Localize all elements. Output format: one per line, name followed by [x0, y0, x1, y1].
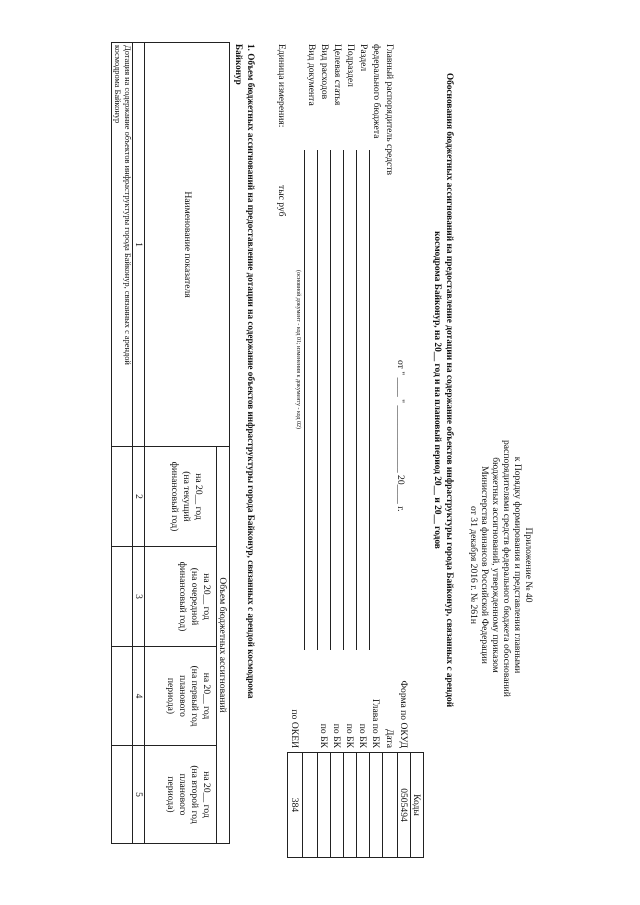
- rotated-form-page: [110, 30, 540, 880]
- okud-value: 0505494: [398, 788, 409, 822]
- okei-value: 384: [289, 797, 300, 813]
- okei-label: по ОКЕИ: [289, 709, 300, 748]
- vid-rashodov-bk-cell[interactable]: [317, 752, 331, 858]
- doc-type-cell[interactable]: [302, 752, 318, 858]
- table-row-label-cell: [111, 42, 133, 447]
- podrazdel-bk-cell[interactable]: [343, 752, 357, 858]
- num-cell: [132, 745, 145, 844]
- celevaya-bk-cell[interactable]: [330, 752, 344, 858]
- column-number: 4: [133, 693, 144, 699]
- col-label: на 20__ год: [201, 771, 212, 818]
- col-current-year: [144, 446, 217, 547]
- unit-value: тыс руб: [276, 185, 287, 217]
- date-line: от " ____ " ______________ 20____ г.: [395, 360, 406, 512]
- field-label-target-item: Целевая статья: [332, 44, 343, 106]
- field-label-subsection: Подраздел: [345, 44, 356, 87]
- field-line-subsection[interactable]: [343, 150, 344, 650]
- field-label-main-manager: Главный распорядитель средств: [384, 44, 395, 176]
- glava-bk-label: Глава по БК: [370, 698, 381, 748]
- col-label: (на текущий: [181, 471, 192, 522]
- okud-cell: [397, 752, 411, 858]
- col-next-year: [144, 546, 217, 647]
- col-plan-year2: [144, 745, 217, 844]
- date-label: Дата: [384, 728, 395, 748]
- bk-label: по БК: [331, 723, 342, 748]
- table-cell-value[interactable]: [111, 446, 133, 547]
- table-cell-value[interactable]: [111, 646, 133, 746]
- num-cell: [132, 446, 145, 547]
- appendix-line: бюджетных ассигнований, утвержденному приказом: [490, 457, 501, 673]
- col-label: на 20__ год: [201, 672, 212, 720]
- field-label-section: Раздел: [358, 44, 369, 72]
- appendix-line: Министерства финансов Российской Федерации: [479, 466, 490, 664]
- col-label: (на второй год: [189, 765, 200, 824]
- column-number: 2: [133, 494, 144, 499]
- doc-type-note: (основной документ - код 01; изменения к документу - код 02): [295, 270, 301, 429]
- col-label: на 20__ год: [193, 473, 204, 520]
- column-number: 1: [133, 242, 144, 247]
- name-header-cell: [144, 42, 230, 447]
- col-label: финансовый год): [169, 461, 180, 532]
- col-label: планового: [177, 675, 188, 717]
- col-label: (на первый год: [189, 665, 200, 727]
- col-label: на 20__ год: [201, 573, 212, 620]
- okei-cell: [287, 752, 303, 858]
- column-number: 3: [133, 594, 144, 599]
- bk-label: по БК: [357, 723, 368, 748]
- razdel-bk-cell[interactable]: [356, 752, 370, 858]
- field-line-section[interactable]: [356, 150, 357, 650]
- table-cell-value[interactable]: [111, 546, 133, 647]
- section1-title-line2: Байконур: [234, 44, 244, 85]
- field-line-doc-type[interactable]: [304, 150, 305, 650]
- col-label: периода): [165, 776, 176, 813]
- appendix-line: от 31 декабря 2016 г. № 261н: [468, 506, 479, 624]
- col-label: (на очередной: [189, 567, 200, 626]
- date-cell[interactable]: [382, 752, 398, 858]
- field-line-target-item[interactable]: [330, 150, 331, 650]
- appendix-line: к Порядку формирования и представления главными: [512, 456, 523, 674]
- codes-header-cell: [410, 752, 424, 858]
- column-number: 5: [133, 792, 144, 797]
- col-plan-year1: [144, 646, 217, 746]
- volume-header: Объем бюджетных ассигнований: [217, 577, 228, 713]
- document-title-line2: космодрома Байконур, на 20__ год и на плановый период 20__ и 20__ годов: [432, 231, 442, 549]
- glava-bk-cell[interactable]: [369, 752, 383, 858]
- col-label: финансовый год): [177, 561, 188, 632]
- col-label: планового: [177, 773, 188, 816]
- field-label-expense-type: Вид расходов: [319, 44, 330, 100]
- name-header: Наименование показателя: [182, 191, 193, 298]
- field-line-manager[interactable]: [369, 150, 370, 650]
- field-label-doc-type: Вид документа: [306, 44, 317, 106]
- field-label-federal-budget: федерального бюджета: [371, 44, 382, 139]
- okud-label: Форма по ОКУД: [398, 680, 409, 748]
- bk-label: по БК: [344, 723, 355, 748]
- volume-header-cell: [216, 446, 230, 844]
- appendix-number: Приложение № 40: [523, 527, 534, 603]
- table-cell-value[interactable]: [111, 745, 133, 844]
- section1-title-line1: 1. Объем бюджетных ассигнований на предоставление дотации на содержание объектов инфраструктуры города Байконур, связанных с арендой космодрома: [246, 44, 256, 699]
- col-label: периода): [165, 677, 176, 715]
- row-label-line2: космодрома Байконур: [113, 45, 122, 124]
- document-title-line1: Обоснования бюджетных ассигнований на предоставление дотации на содержание объектов инфраструктуры города Байконур, связанных с арендой: [444, 72, 454, 708]
- num-cell: [132, 646, 145, 746]
- row-label-line1: Дотация на содержание объектов инфраструктуры города Байконур, связанных с арендой: [123, 45, 132, 365]
- field-line-expense-type[interactable]: [317, 150, 318, 650]
- num-cell: [132, 42, 145, 447]
- bk-label: по БК: [318, 723, 329, 748]
- appendix-line: распорядителями средств федерального бюджета обоснований: [501, 440, 512, 697]
- num-cell: [132, 546, 145, 647]
- unit-label: Единица измерения:: [276, 44, 287, 128]
- codes-header: Коды: [411, 794, 422, 816]
